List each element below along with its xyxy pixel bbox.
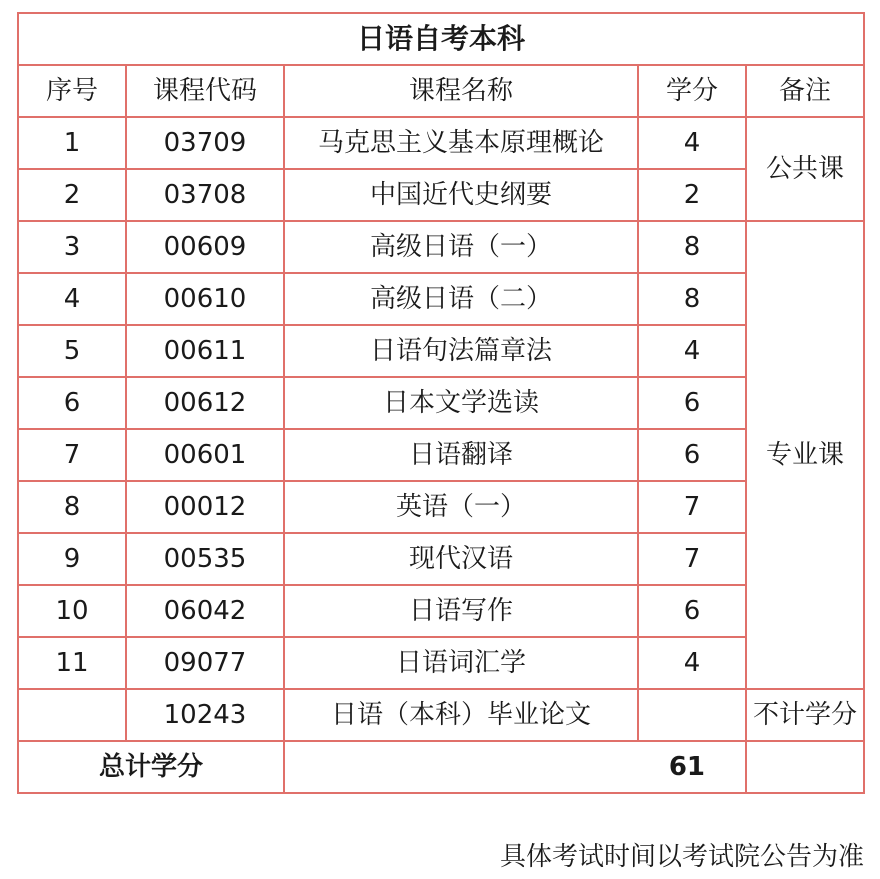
table-row — [18, 481, 864, 533]
cell-credit: 7 — [638, 533, 746, 585]
cell-credit: 4 — [638, 117, 746, 169]
cell-name: 日语翻译 — [284, 429, 638, 481]
table-row — [18, 169, 864, 221]
cell-no: 8 — [18, 481, 126, 533]
cell-code: 06042 — [126, 585, 284, 637]
cell-name: 高级日语（一） — [284, 221, 638, 273]
table-row — [18, 273, 864, 325]
cell-name: 日本文学选读 — [284, 377, 638, 429]
cell-name: 日语词汇学 — [284, 637, 638, 689]
cell-no — [18, 689, 126, 741]
header-name: 课程名称 — [284, 65, 638, 117]
remark-major: 专业课 — [746, 221, 864, 689]
cell-credit: 8 — [638, 221, 746, 273]
cell-credit: 7 — [638, 481, 746, 533]
remark-public: 公共课 — [746, 117, 864, 221]
table-row — [18, 221, 864, 273]
course-table — [17, 12, 865, 794]
table-row — [18, 585, 864, 637]
cell-code: 00610 — [126, 273, 284, 325]
cell-no: 7 — [18, 429, 126, 481]
cell-code: 00535 — [126, 533, 284, 585]
cell-no: 3 — [18, 221, 126, 273]
cell-credit: 4 — [638, 637, 746, 689]
footnote: 具体考试时间以考试院公告为准 — [499, 842, 864, 872]
cell-code: 03709 — [126, 117, 284, 169]
cell-code: 00611 — [126, 325, 284, 377]
cell-code: 09077 — [126, 637, 284, 689]
header-row — [18, 65, 864, 117]
cell-no: 9 — [18, 533, 126, 585]
cell-credit: 6 — [638, 429, 746, 481]
cell-no: 11 — [18, 637, 126, 689]
header-no: 序号 — [18, 65, 126, 117]
cell-credit: 2 — [638, 169, 746, 221]
cell-code: 03708 — [126, 169, 284, 221]
table-row — [18, 117, 864, 169]
cell-name: 中国近代史纲要 — [284, 169, 638, 221]
total-value: 61 — [284, 741, 746, 793]
cell-code: 10243 — [126, 689, 284, 741]
cell-code: 00612 — [126, 377, 284, 429]
total-empty — [746, 741, 864, 793]
header-remark: 备注 — [746, 65, 864, 117]
table-row — [18, 377, 864, 429]
cell-name: 日语写作 — [284, 585, 638, 637]
remark-no-credit: 不计学分 — [746, 689, 864, 741]
cell-credit — [638, 689, 746, 741]
cell-code: 00601 — [126, 429, 284, 481]
cell-name: 英语（一） — [284, 481, 638, 533]
cell-no: 10 — [18, 585, 126, 637]
title-row — [18, 13, 864, 65]
cell-name: 日语句法篇章法 — [284, 325, 638, 377]
cell-credit: 6 — [638, 377, 746, 429]
cell-credit: 6 — [638, 585, 746, 637]
table-row — [18, 689, 864, 741]
cell-code: 00012 — [126, 481, 284, 533]
cell-credit: 4 — [638, 325, 746, 377]
header-code: 课程代码 — [126, 65, 284, 117]
cell-no: 5 — [18, 325, 126, 377]
table-row — [18, 429, 864, 481]
cell-name: 现代汉语 — [284, 533, 638, 585]
total-row — [18, 741, 864, 793]
total-label: 总计学分 — [18, 741, 284, 793]
table-row — [18, 533, 864, 585]
cell-name: 马克思主义基本原理概论 — [284, 117, 638, 169]
cell-code: 00609 — [126, 221, 284, 273]
cell-no: 4 — [18, 273, 126, 325]
cell-name: 高级日语（二） — [284, 273, 638, 325]
table-title: 日语自考本科 — [18, 13, 864, 65]
cell-credit: 8 — [638, 273, 746, 325]
cell-no: 2 — [18, 169, 126, 221]
header-credit: 学分 — [638, 65, 746, 117]
table-row — [18, 637, 864, 689]
cell-no: 6 — [18, 377, 126, 429]
cell-no: 1 — [18, 117, 126, 169]
table-row — [18, 325, 864, 377]
cell-name: 日语（本科）毕业论文 — [284, 689, 638, 741]
